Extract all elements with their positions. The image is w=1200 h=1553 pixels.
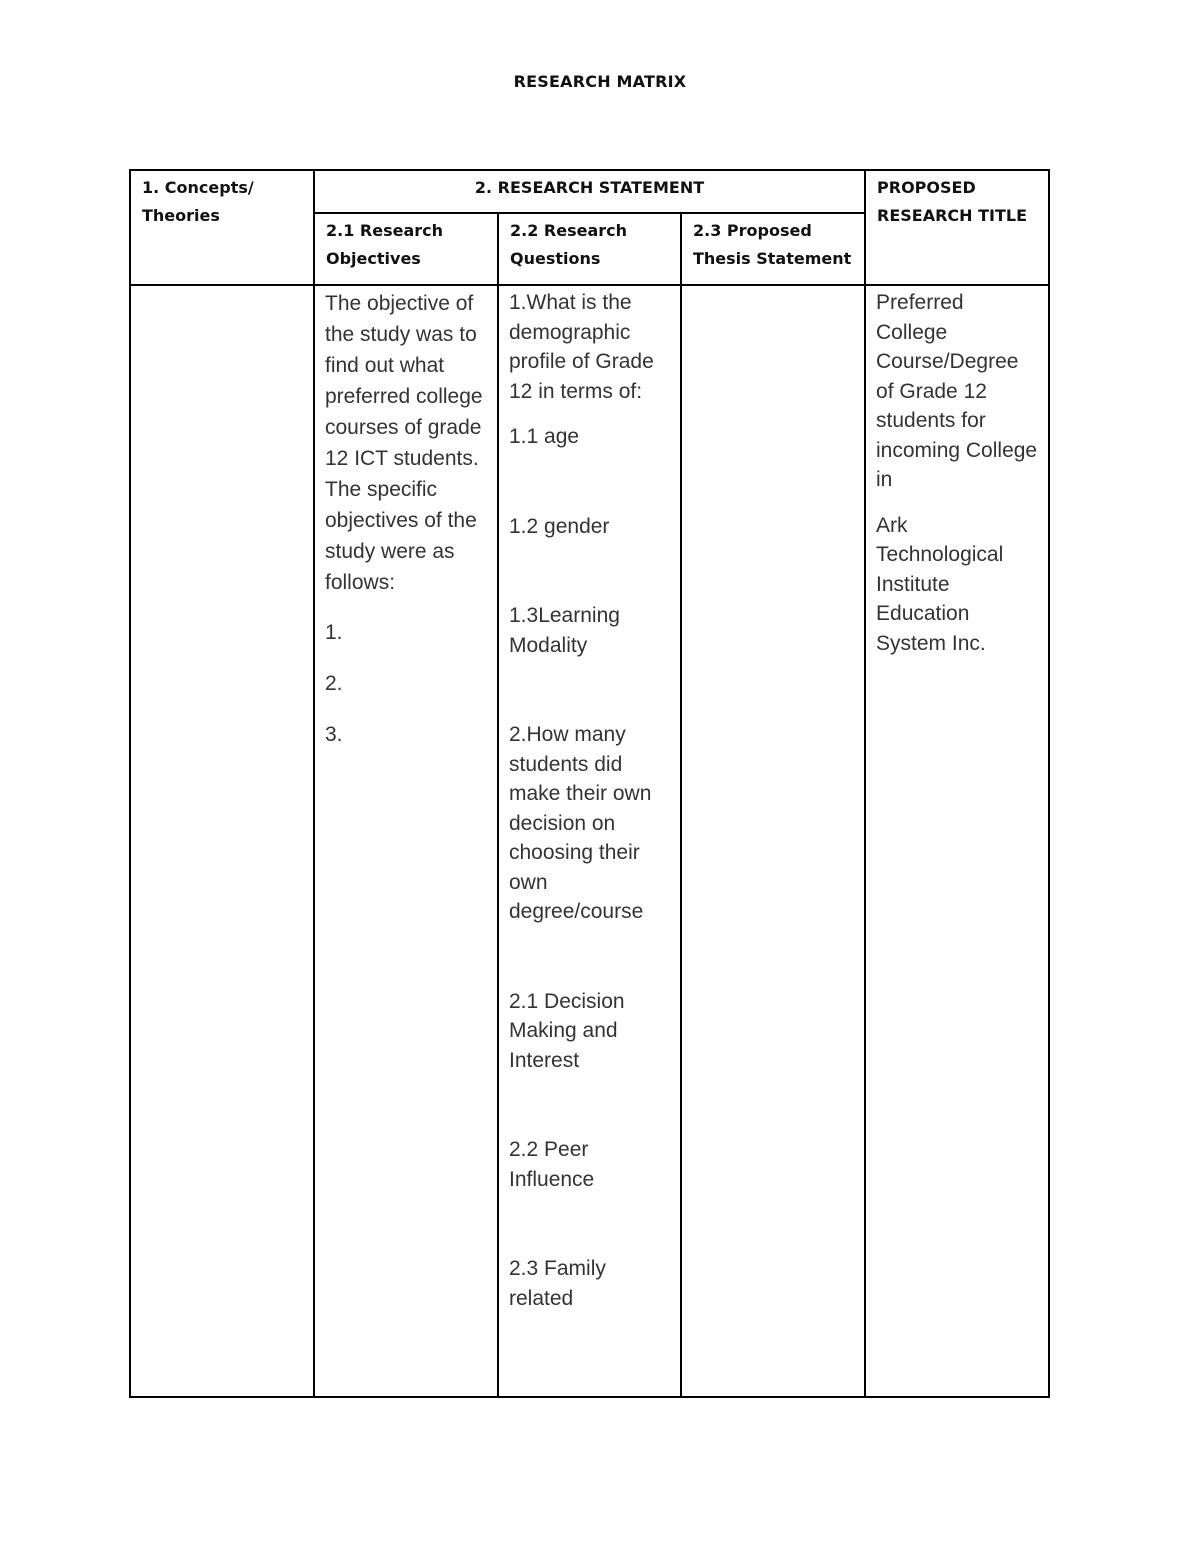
questions-cell [498,285,681,1397]
question-1-2: 1.2 gender [509,514,610,538]
header-concepts: 1. Concepts/ Theories [130,170,314,285]
question-2: 2.How many students did make their own decision on choosing their own degree/course [509,723,652,923]
objective-item: 1. [325,621,343,644]
header-research-questions: 2.2 Research Questions [498,213,681,285]
question-2-1: 2.1 Decision Making and Interest [509,989,625,1072]
question-2-3: 2.3 Family related [509,1257,606,1310]
proposed-title-part1: Preferred College Course/Degree of Grade 12 students for incoming College in [876,291,1038,491]
document-title: RESEARCH MATRIX [513,72,687,91]
header-proposed-title: PROPOSED RESEARCH TITLE [865,170,1049,285]
question-2-2: 2.2 Peer Influence [509,1138,595,1191]
thesis-cell [681,285,865,1397]
objective-item: 2. [325,672,343,695]
header-research-objectives: 2.1 Research Objectives [314,213,498,285]
objectives-intro: The objective of the study was to find out what preferred college courses of grade 12 ICT students. The specific objectives of the study were as follows: [325,292,483,594]
header-thesis-statement: 2.3 Proposed Thesis Statement [681,213,865,285]
proposed-title-part2: Ark Technological Institute Education System Inc. [876,513,1004,655]
objective-item: 3. [325,723,343,746]
question-1: 1.What is the demographic profile of Grade 12 in terms of: [509,291,654,403]
question-1-1: 1.1 age [509,425,580,448]
objectives-cell [314,285,498,1397]
concepts-cell [130,285,314,1397]
proposed-title-cell [865,285,1049,1397]
research-matrix-table [129,169,1050,1398]
objectives-list [325,618,487,771]
question-1-3: 1.3Learning Modality [509,604,620,657]
header-research-statement: 2. RESEARCH STATEMENT [314,170,865,213]
